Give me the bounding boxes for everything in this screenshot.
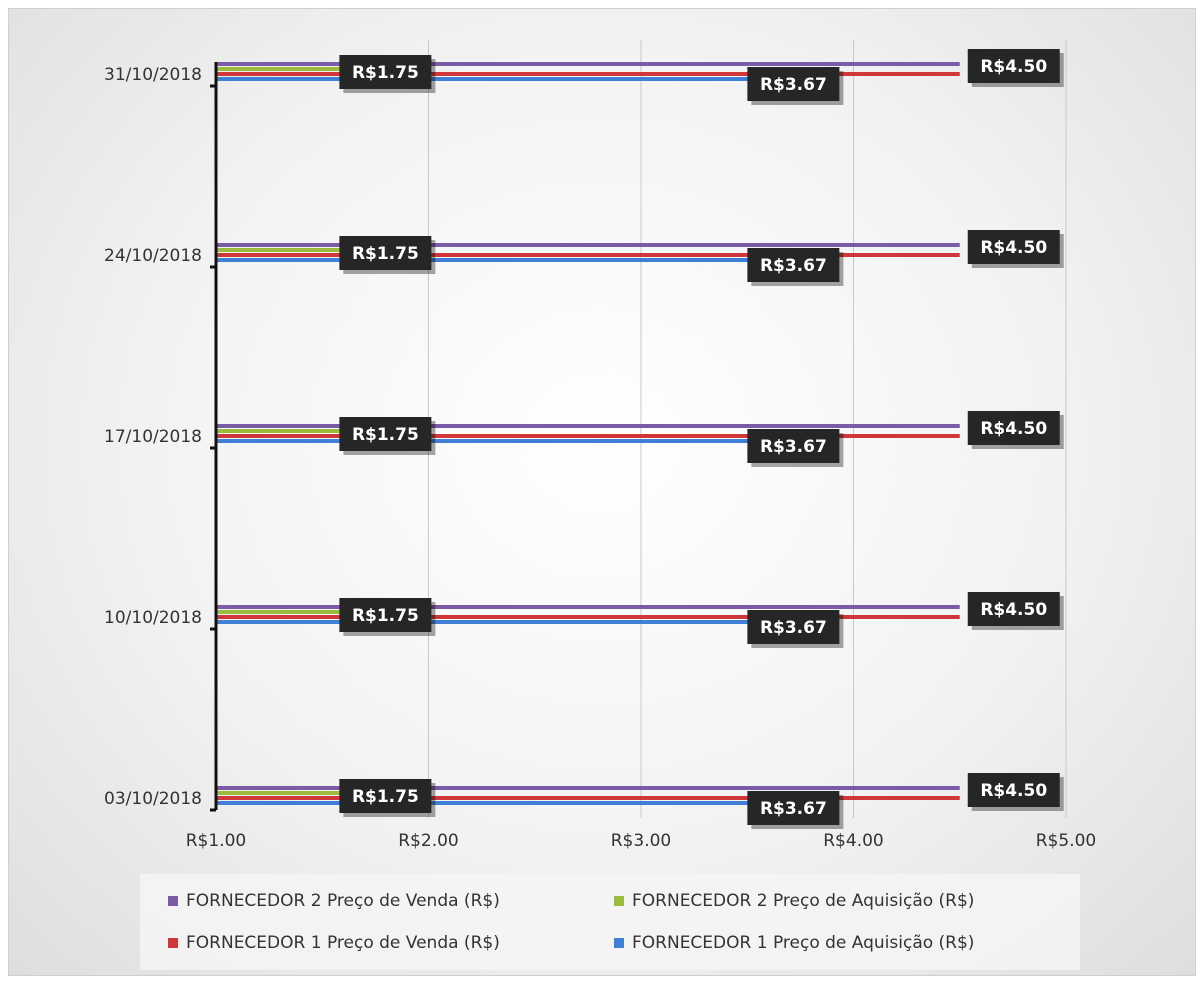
- bar: [216, 620, 783, 624]
- bar: [216, 786, 960, 790]
- bar: [216, 253, 960, 257]
- legend-label: FORNECEDOR 2 Preço de Aquisição (R$): [632, 891, 975, 911]
- legend-swatch: [168, 896, 178, 906]
- bar: [216, 615, 960, 619]
- bar: [216, 605, 960, 609]
- y-tick-label: 10/10/2018: [104, 608, 202, 628]
- y-tick-label: 31/10/2018: [104, 65, 202, 85]
- y-tick-label: 24/10/2018: [104, 246, 202, 266]
- legend-entry: [614, 891, 1060, 911]
- data-label: R$1.75: [351, 606, 419, 626]
- legend: [140, 874, 1080, 970]
- data-label: R$4.50: [980, 57, 1048, 77]
- legend-swatch: [614, 938, 624, 948]
- bar: [216, 796, 960, 800]
- data-label: R$3.67: [759, 799, 827, 819]
- legend-swatch: [168, 938, 178, 948]
- x-tick-label: R$1.00: [185, 831, 247, 851]
- legend-entry: [168, 933, 614, 953]
- data-label: R$1.75: [351, 63, 419, 83]
- data-label: R$1.75: [351, 425, 419, 445]
- bar: [216, 258, 783, 262]
- bar: [216, 434, 960, 438]
- bar: [216, 72, 960, 76]
- data-label: R$3.67: [759, 256, 827, 276]
- data-label: R$3.67: [759, 618, 827, 638]
- data-label: R$4.50: [980, 781, 1048, 801]
- legend-label: FORNECEDOR 1 Preço de Aquisição (R$): [632, 933, 975, 953]
- data-label: R$4.50: [980, 600, 1048, 620]
- x-tick-label: R$5.00: [1035, 831, 1097, 851]
- x-tick-label: R$3.00: [610, 831, 672, 851]
- data-label: R$1.75: [351, 244, 419, 264]
- data-label: R$3.67: [759, 437, 827, 457]
- legend-label: FORNECEDOR 2 Preço de Venda (R$): [186, 891, 500, 911]
- axes: [104, 62, 1096, 851]
- data-label: R$4.50: [980, 419, 1048, 439]
- bar: [216, 439, 783, 443]
- bar: [216, 62, 960, 66]
- bar: [216, 77, 783, 81]
- legend-label: FORNECEDOR 1 Preço de Venda (R$): [186, 933, 500, 953]
- legend-swatch: [614, 896, 624, 906]
- bar: [216, 243, 960, 247]
- bar: [216, 801, 783, 805]
- data-label: R$3.67: [759, 75, 827, 95]
- x-tick-label: R$4.00: [823, 831, 884, 851]
- y-tick-label: 17/10/2018: [104, 427, 202, 447]
- bar: [216, 424, 960, 428]
- y-tick-label: 03/10/2018: [104, 789, 202, 809]
- x-tick-label: R$2.00: [398, 831, 459, 851]
- legend-entry: [614, 933, 1060, 953]
- bars: [216, 62, 960, 805]
- legend-entry: [168, 891, 614, 911]
- data-label: R$1.75: [351, 787, 419, 807]
- data-label: R$4.50: [980, 238, 1048, 258]
